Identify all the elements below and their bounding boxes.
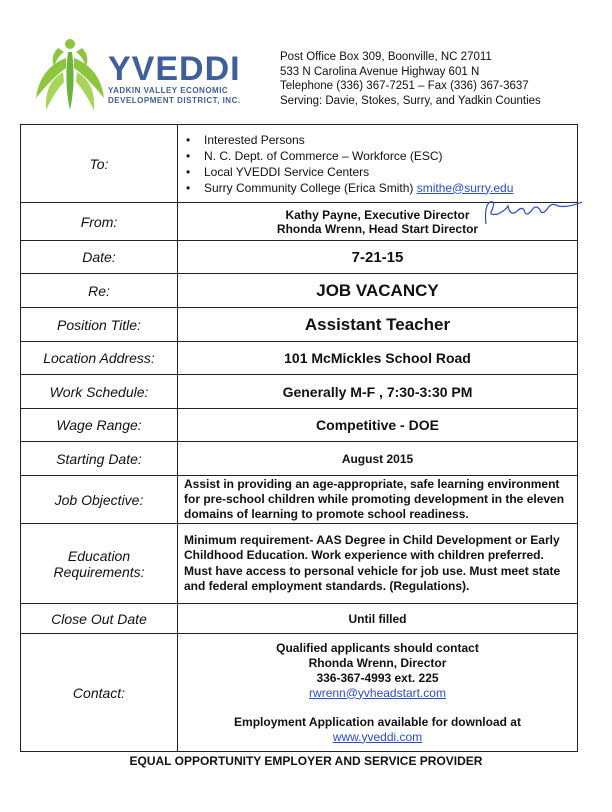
row-education (21, 524, 578, 604)
position-label: Position Title: (21, 308, 178, 342)
contact-email-link[interactable]: rwrenn@yvheadstart.com (309, 685, 446, 700)
date-value: 7-21-15 (178, 241, 578, 274)
serving-line: Serving: Davie, Stokes, Surry, and Yadkin Counties (280, 94, 541, 107)
handwritten-signature (478, 196, 588, 228)
position-value: Assistant Teacher (178, 308, 578, 342)
recipient-email-link[interactable]: smithe@surry.edu (416, 180, 514, 195)
row-objective (21, 476, 578, 524)
row-wage (21, 409, 578, 442)
recipient-item (204, 180, 571, 196)
re-value: JOB VACANCY (178, 274, 578, 308)
starting-label: Starting Date: (21, 442, 178, 476)
recipient-list (184, 132, 571, 196)
row-location (21, 342, 578, 375)
location-value: 101 McMickles School Road (178, 342, 578, 375)
starting-value: August 2015 (178, 442, 578, 476)
row-to (21, 125, 578, 203)
recipient-text: Surry Community College (Erica Smith) (204, 180, 414, 195)
re-label: Re: (21, 274, 178, 308)
address-line: Post Office Box 309, Boonville, NC 27011 (280, 51, 492, 63)
wage-label: Wage Range: (21, 409, 178, 442)
row-date (21, 241, 578, 274)
education-value: Minimum requirement- AAS Degree in Child Development or Early Childhood Education. Work experience with children preferred. Must have access to personal vehicle for job use. Must meet state and federal employment standards. (Regulations). (178, 524, 578, 604)
education-label (21, 524, 178, 604)
leaf-figure-icon (36, 39, 104, 110)
contact-label: Contact: (21, 634, 178, 752)
location-label: Location Address: (21, 342, 178, 375)
footer-eeo-statement: EQUAL OPPORTUNITY EMPLOYER AND SERVICE PROVIDER (129, 754, 483, 768)
schedule-label: Work Schedule: (21, 375, 178, 409)
logo-subtitle-line2: DEVELOPMENT DISTRICT, INC. (108, 96, 241, 105)
closeout-value: Until filled (178, 604, 578, 634)
row-contact (21, 634, 578, 752)
logo-subtitle-line1: YADKIN VALLEY ECONOMIC (108, 86, 229, 95)
education-label-line2: Requirements: (53, 563, 145, 580)
to-value (178, 125, 578, 203)
schedule-value: Generally M-F , 7:30-3:30 PM (178, 375, 578, 409)
closeout-label: Close Out Date (21, 604, 178, 634)
contact-phone: 336-367-4993 ext. 225 (316, 670, 439, 685)
row-schedule (21, 375, 578, 409)
website-link[interactable]: www.yveddi.com (332, 729, 423, 744)
education-label-line1: Education (67, 547, 131, 564)
row-re (21, 274, 578, 308)
contact-value (178, 634, 578, 752)
logo-wordmark: YVEDDI (108, 50, 241, 88)
from-line2: Rhonda Wrenn, Head Start Director (276, 221, 479, 236)
row-starting (21, 442, 578, 476)
contact-line2: Rhonda Wrenn, Director (308, 655, 447, 670)
objective-value: Assist in providing an age-appropriate, safe learning environment for pre-school children while promoting development in the eleven domains of learning to promote school readiness. (178, 476, 578, 524)
contact-line1: Qualified applicants should contact (276, 640, 479, 655)
to-label: To: (21, 125, 178, 203)
recipient-item: • N. C. Dept. of Commerce – Workforce (ESC) (204, 148, 571, 164)
phone-fax-line: Telephone (336) 367-7251 – Fax (336) 367-3637 (280, 80, 529, 92)
from-label: From: (21, 203, 178, 241)
objective-label: Job Objective: (21, 476, 178, 524)
recipient-item: • Local YVEDDI Service Centers (204, 164, 571, 180)
row-position (21, 308, 578, 342)
from-line1: Kathy Payne, Executive Director (285, 207, 470, 222)
row-closeout (21, 604, 578, 634)
wage-value: Competitive - DOE (178, 409, 578, 442)
date-label: Date: (21, 241, 178, 274)
address-block (280, 50, 541, 108)
letterhead (0, 0, 612, 120)
recipient-item: • Interested Persons (204, 132, 571, 148)
contact-line4: Employment Application available for download at (234, 714, 521, 729)
address-line: 533 N Carolina Avenue Highway 601 N (280, 65, 480, 78)
